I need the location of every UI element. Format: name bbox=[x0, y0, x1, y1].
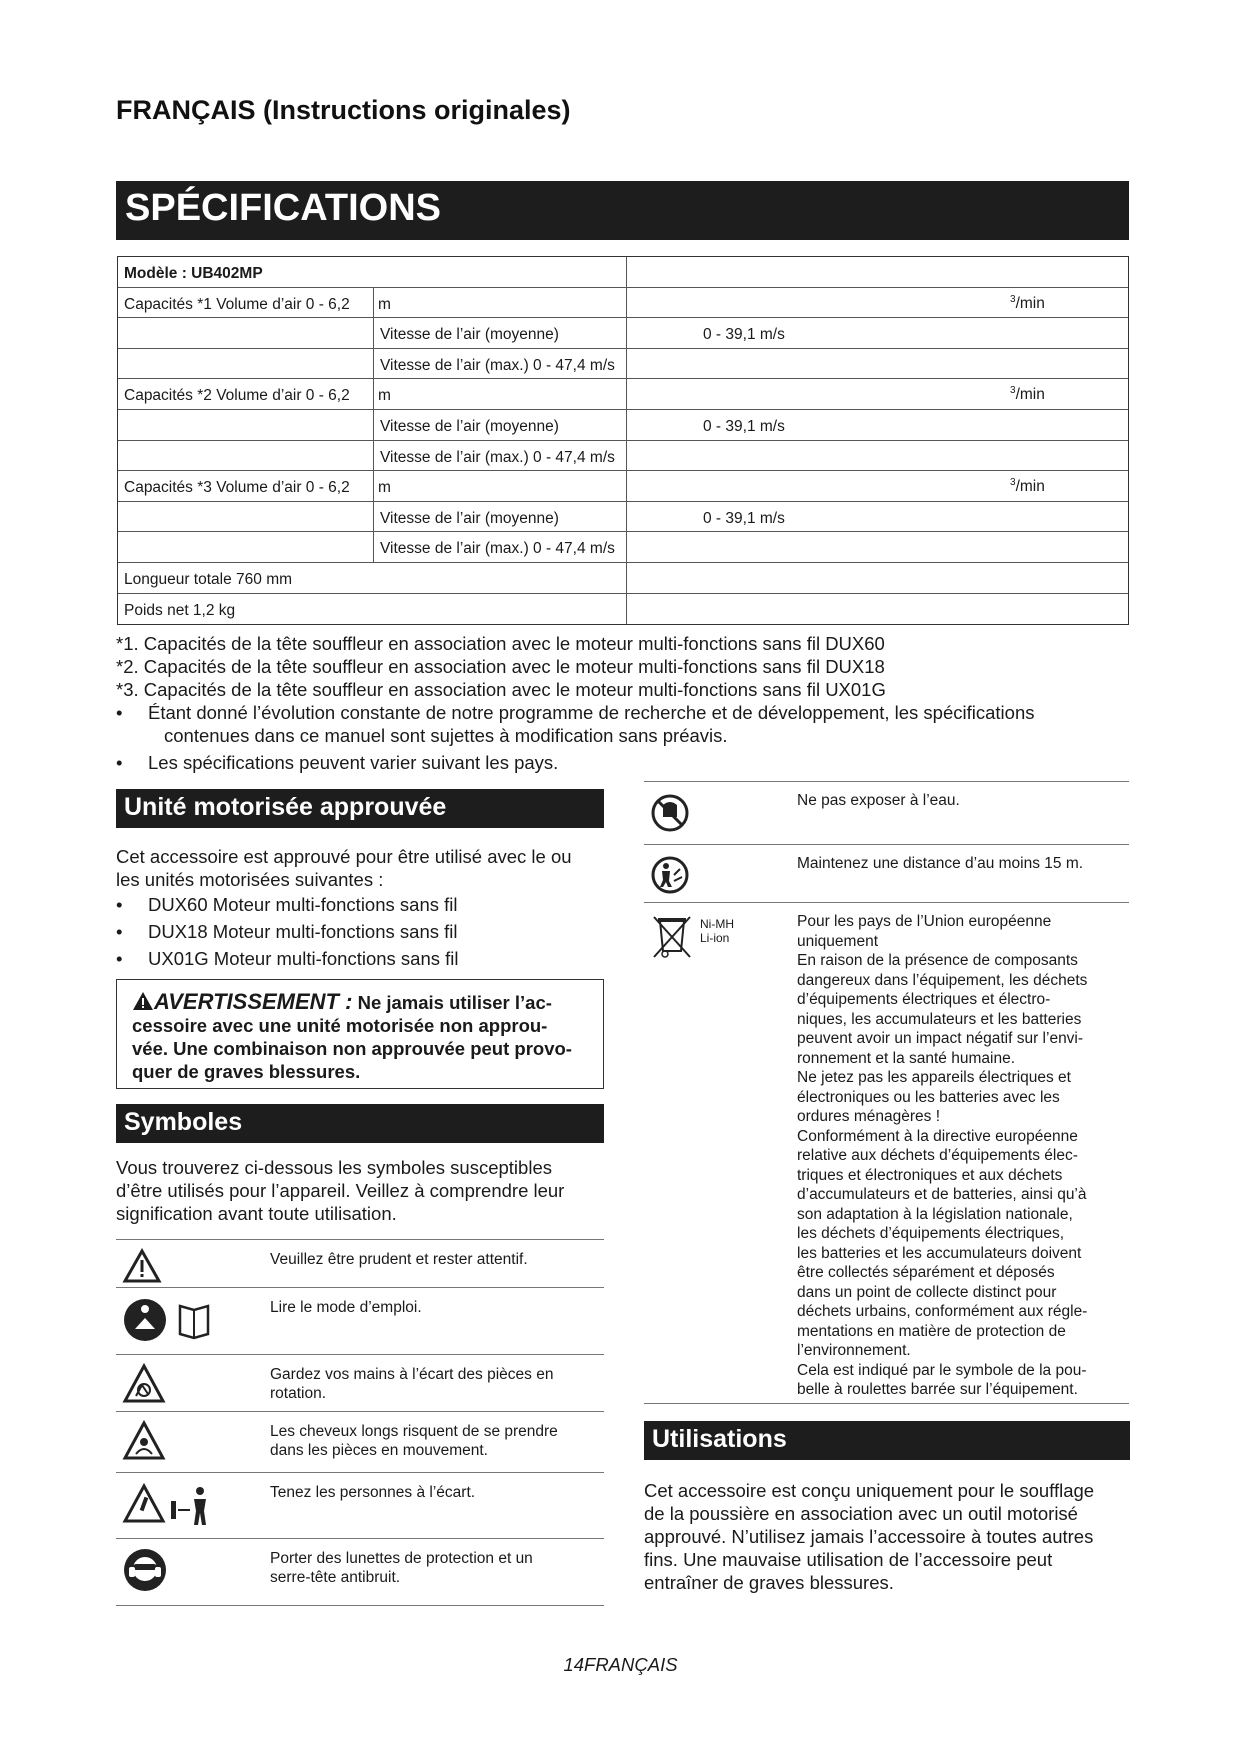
utilisations-text: Cet accessoire est conçu uniquement pour le soufflage de la poussière en association avec un outil motorisé approuvé. N’utilisez jamais l’accessoire à toutes autres fins. Une mauvaise utilisation de l’accessoire peut entraîner de graves blessures. bbox=[644, 1480, 1095, 1593]
spec-row-speed-avg bbox=[118, 410, 1128, 441]
spec-row-speed-avg bbox=[118, 502, 1128, 533]
symbol-row: Maintenez une distance d’au moins 15 m. bbox=[644, 844, 1129, 902]
warning-box: AVERTISSEMENT : Ne jamais utiliser l’ac- cessoire avec une unité motorisée non approu- vée. Une combinaison non approuvée peut provo- quer de graves blessures. bbox=[116, 979, 604, 1089]
spec-length: Longueur totale 760 mm bbox=[124, 570, 293, 588]
spec-bullet: • Les spécifications peuvent varier suivant les pays. bbox=[116, 751, 1126, 774]
spec-model: Modèle : UB402MP bbox=[124, 265, 263, 282]
spec-speed-avg-value: 0 - 39,1 m/s bbox=[703, 509, 785, 527]
battery-labels: Ni-MH Li-ion bbox=[700, 917, 734, 945]
approved-unit-heading: Unité motorisée approuvée bbox=[116, 789, 604, 828]
spec-capacity-label: Capacités *3 Volume d’air 0 - 6,2 bbox=[124, 479, 350, 497]
spec-notes bbox=[116, 632, 1126, 774]
spec-capacity-label: Capacités *2 Volume d’air 0 - 6,2 bbox=[124, 387, 350, 405]
symbol-row: Ne pas exposer à l’eau. bbox=[644, 781, 1129, 844]
utilisations-heading: Utilisations bbox=[644, 1421, 1130, 1460]
spec-row-capacity-1 bbox=[118, 288, 1128, 319]
symbol-row: Lire le mode d’emploi. bbox=[116, 1287, 604, 1354]
symbols-intro: Vous trouverez ci-dessous les symboles susceptibles d’être utilisés pour l’appareil. Veillez à comprendre leur signification avant toute utilisation. bbox=[116, 1157, 565, 1224]
no-water-icon bbox=[650, 793, 690, 838]
crossed-bin-icon bbox=[650, 913, 694, 964]
spec-speed-avg-value: 0 - 39,1 m/s bbox=[703, 417, 785, 435]
spec-row-capacity-3 bbox=[118, 471, 1128, 502]
spec-capacity-unit: $^3$/min bbox=[1010, 385, 1045, 404]
symbols-table-2 bbox=[644, 781, 1129, 1404]
page-title: FRANÇAIS (Instructions originales) bbox=[116, 95, 571, 125]
read-manual-icon bbox=[122, 1296, 222, 1351]
spec-table bbox=[117, 256, 1129, 625]
symbol-row: Porter des lunettes de protection et un serre-tête antibruit. bbox=[116, 1538, 604, 1606]
spec-row-weight bbox=[118, 594, 1128, 625]
symbol-row: Tenez les personnes à l’écart. bbox=[116, 1472, 604, 1538]
warning-title: AVERTISSEMENT : bbox=[154, 989, 353, 1014]
approved-unit-list bbox=[116, 894, 459, 975]
spec-weight: Poids net 1,2 kg bbox=[124, 601, 236, 619]
spec-speed-avg: Vitesse de l’air (moyenne) bbox=[380, 326, 559, 344]
spec-capacity-unit: $^3$/min bbox=[1010, 477, 1045, 496]
spec-row-speed-avg bbox=[118, 318, 1128, 349]
long-hair-icon bbox=[122, 1420, 166, 1467]
page-number: 14FRANÇAIS bbox=[563, 1654, 678, 1675]
spec-row-speed-max bbox=[118, 441, 1128, 472]
rotating-parts-icon bbox=[122, 1363, 166, 1410]
spec-row-length bbox=[118, 563, 1128, 594]
spec-note: *3. Capacités de la tête souffleur en association avec le moteur multi-fonctions sans fil UX01G bbox=[116, 679, 886, 700]
spec-speed-avg-value: 0 - 39,1 m/s bbox=[703, 326, 785, 344]
spec-row-speed-max bbox=[118, 349, 1128, 380]
spec-row-model bbox=[118, 257, 1128, 288]
list-item: • DUX18 Moteur multi-fonctions sans fil bbox=[116, 921, 459, 948]
spec-note: *1. Capacités de la tête souffleur en association avec le moteur multi-fonctions sans fil DUX60 bbox=[116, 633, 885, 654]
eu-disposal-text: Pour les pays de l’Union européenne uniquement En raison de la présence de composants dangereux dans l’équipement, les déchets d’équipements électriques et électro- niques, les accumulateurs et les batteries peuvent avoir un impact négatif sur l’envi- ronnement et la santé humaine. Ne jetez pas les appareils électriques et électroniques ou les batteries avec les ordures ménagères ! Conformément à la directive européenne relative aux déchets d’équipements élec- triques et électroniques et aux déchets d’accumulateurs et de batteries, ainsi qu’à son adaptation à la législation nationale, les déchets d’équipements électriques, les batteries et les accumulateurs doivent être collectés séparément et déposés dans un point de collecte distinct pour déchets urbains, conformément aux régle- mentations en matière de protection de l’environnement. Cela est indiqué par le symbole de la pou- belle à roulettes barrée sur l’équipement. bbox=[797, 913, 1088, 1398]
spec-capacity-m: m bbox=[373, 471, 626, 501]
spec-speed-max: Vitesse de l’air (max.) 0 - 47,4 m/s bbox=[380, 356, 615, 374]
goggles-earmuffs-icon bbox=[122, 1547, 168, 1598]
spec-bullet: • Étant donné l’évolution constante de notre programme de recherche et de développement, les spécifications bbox=[116, 701, 1126, 724]
caution-triangle-icon bbox=[122, 1248, 162, 1289]
symbol-row: Veuillez être prudent et rester attentif. bbox=[116, 1239, 604, 1287]
symbol-row: Gardez vos mains à l’écart des pièces en rotation. bbox=[116, 1354, 604, 1411]
symbols-table bbox=[116, 1239, 604, 1606]
spec-capacity-label: Capacités *1 Volume d’air 0 - 6,2 bbox=[124, 295, 350, 313]
specifications-heading: SPÉCIFICATIONS bbox=[116, 181, 1129, 240]
warning-icon bbox=[132, 991, 154, 1011]
spec-capacity-m: m bbox=[373, 288, 626, 318]
spec-capacity-unit: $^3$/min bbox=[1010, 293, 1045, 312]
symbols-heading: Symboles bbox=[116, 1104, 604, 1143]
spec-row-speed-max bbox=[118, 532, 1128, 563]
spec-speed-avg: Vitesse de l’air (moyenne) bbox=[380, 417, 559, 435]
distance-15m-icon bbox=[650, 855, 690, 900]
symbol-row bbox=[644, 902, 1129, 1404]
spec-row-capacity-2 bbox=[118, 379, 1128, 410]
spec-speed-max: Vitesse de l’air (max.) 0 - 47,4 m/s bbox=[380, 540, 615, 558]
spec-speed-max: Vitesse de l’air (max.) 0 - 47,4 m/s bbox=[380, 448, 615, 466]
symbol-row: Les cheveux longs risquent de se prendre dans les pièces en mouvement. bbox=[116, 1411, 604, 1472]
spec-note: *2. Capacités de la tête souffleur en association avec le moteur multi-fonctions sans fil DUX18 bbox=[116, 656, 885, 677]
spec-bullet-cont: contenues dans ce manuel sont sujettes à modification sans préavis. bbox=[164, 725, 728, 746]
keep-away-icon bbox=[122, 1481, 222, 1534]
list-item: • UX01G Moteur multi-fonctions sans fil bbox=[116, 948, 459, 975]
spec-speed-avg: Vitesse de l’air (moyenne) bbox=[380, 509, 559, 527]
list-item: • DUX60 Moteur multi-fonctions sans fil bbox=[116, 894, 459, 921]
approved-intro: Cet accessoire est approuvé pour être utilisé avec le ou les unités motorisées suivantes : bbox=[116, 846, 572, 890]
spec-capacity-m: m bbox=[373, 379, 626, 409]
